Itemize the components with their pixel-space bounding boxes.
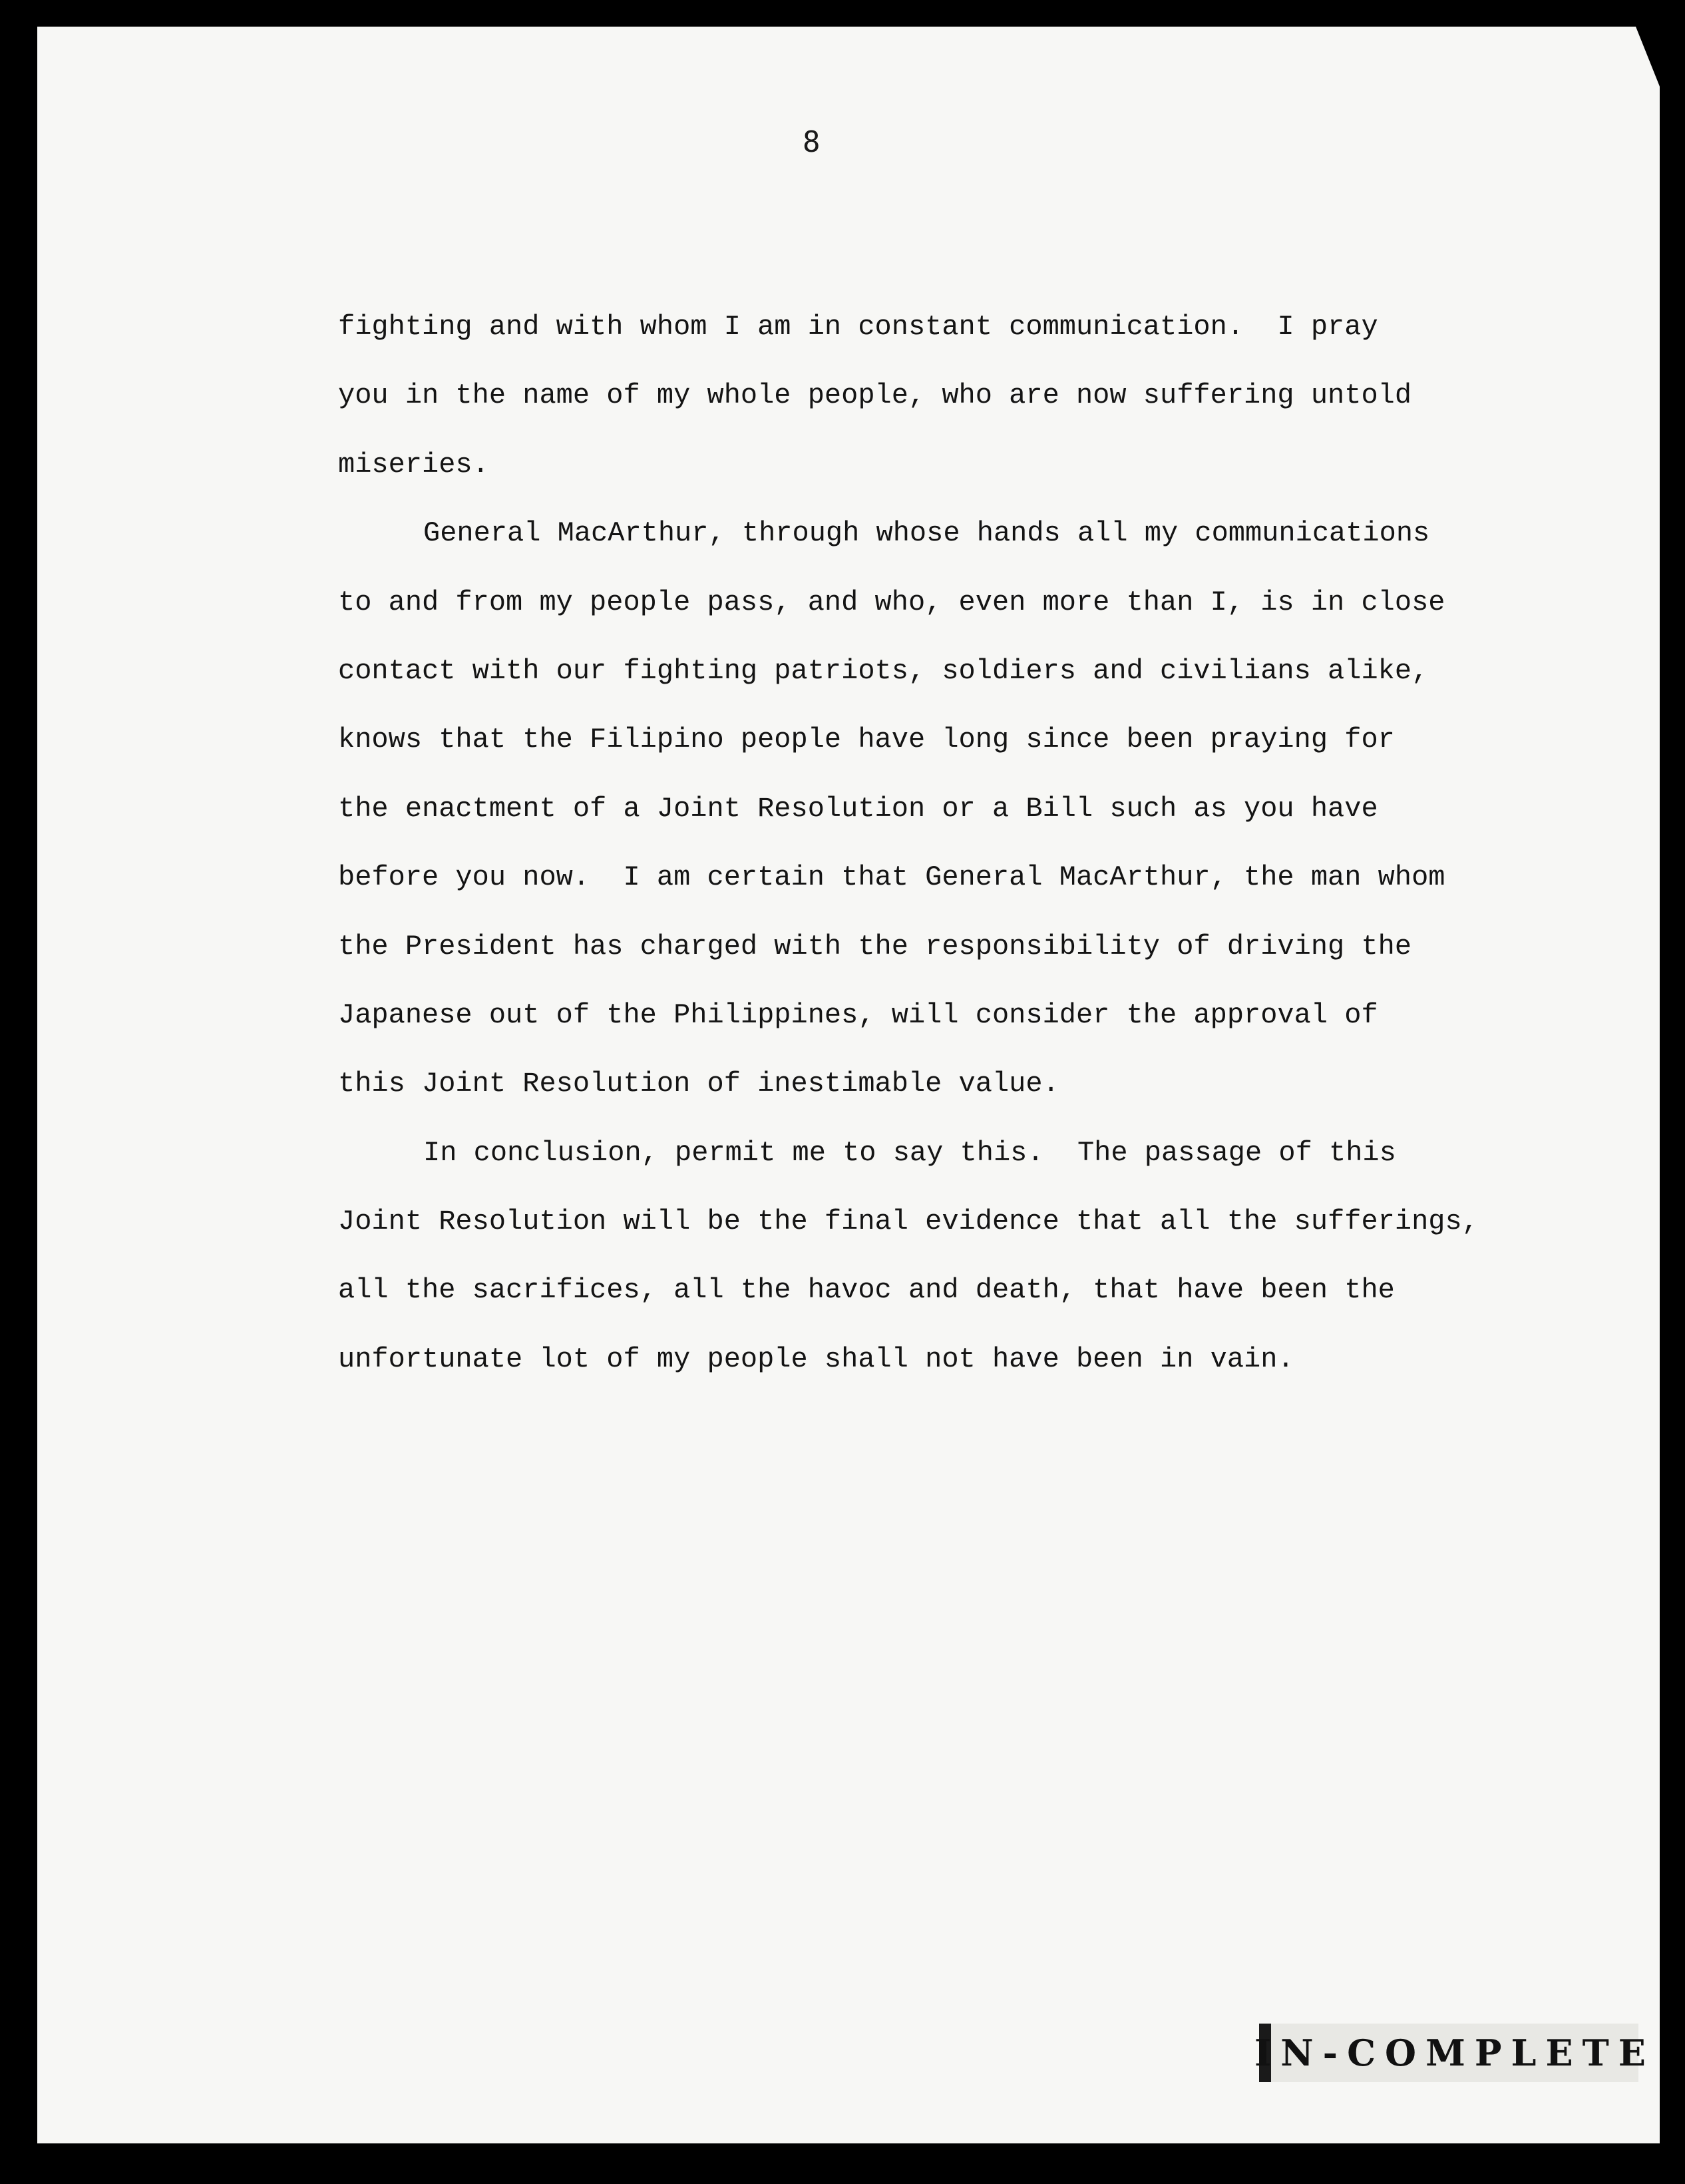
text-line: this Joint Resolution of inestimable value. xyxy=(338,1068,1059,1100)
text-line: the President has charged with the responsibility of driving the xyxy=(338,930,1412,963)
text-line: miseries. xyxy=(338,448,489,481)
corner-fold xyxy=(1636,27,1660,87)
paragraph-2 xyxy=(338,499,1576,1119)
document-page xyxy=(37,27,1660,2143)
text-line: knows that the Filipino people have long since been praying for xyxy=(338,724,1395,756)
text-line: Japanese out of the Philippines, will consider the approval of xyxy=(338,998,1378,1031)
stamp-label: IN-COMPLETE xyxy=(1254,2032,1655,2074)
text-line: to and from my people pass, and who, even more than I, is in close xyxy=(338,586,1445,618)
text-line: In conclusion, permit me to say this. The passage of this xyxy=(423,1136,1396,1169)
text-line: Joint Resolution will be the final evidence that all the sufferings, xyxy=(338,1205,1479,1238)
text-line: fighting and with whom I am in constant communication. I pray xyxy=(338,311,1378,343)
document-body xyxy=(338,293,1576,1394)
paragraph-3 xyxy=(338,1119,1576,1395)
text-line: the enactment of a Joint Resolution or a Bill such as you have xyxy=(338,792,1378,825)
text-line: you in the name of my whole people, who are now suffering untold xyxy=(338,379,1412,412)
incomplete-stamp xyxy=(1254,2024,1655,2082)
paragraph-1 xyxy=(338,293,1576,499)
page-number: 8 xyxy=(803,125,821,159)
text-line: all the sacrifices, all the havoc and death, that have been the xyxy=(338,1274,1395,1307)
text-line: General MacArthur, through whose hands all my communications xyxy=(423,517,1430,550)
text-line: before you now. I am certain that General MacArthur, the man whom xyxy=(338,861,1445,894)
text-line: contact with our fighting patriots, soldiers and civilians alike, xyxy=(338,654,1429,687)
text-line: unfortunate lot of my people shall not have been in vain. xyxy=(338,1343,1294,1375)
